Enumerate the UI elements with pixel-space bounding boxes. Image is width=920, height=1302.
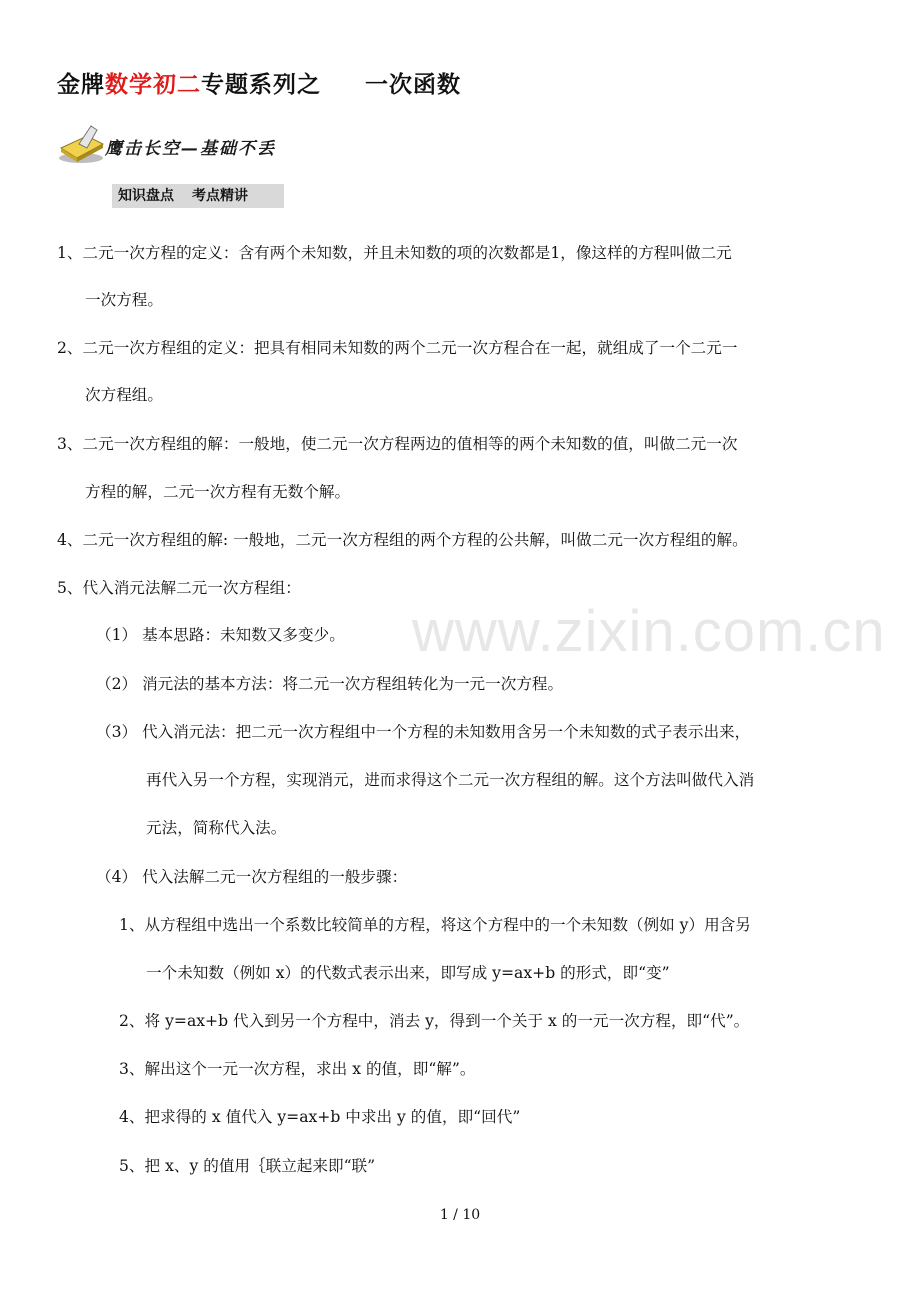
text-line: 1、从方程组中选出一个系数比较简单的方程，将这个方程中的一个未知数（例如 y）用含另: [119, 916, 751, 934]
watermark: www.zixin.com.cn: [412, 599, 886, 664]
title-highlight: 数学初二: [105, 72, 201, 98]
text-line: 5、代入消元法解二元一次方程组：: [57, 579, 301, 597]
text-line: 3、解出这个一元一次方程，求出 x 的值，即“解”。: [119, 1060, 476, 1078]
subheading-right: 考点精讲: [192, 188, 248, 204]
title-prefix: 金牌: [57, 72, 105, 98]
page-number: 1 / 10: [439, 1207, 481, 1223]
text-line: （4） 代入法解二元一次方程组的一般步骤：: [96, 868, 408, 886]
text-line: 2、二元一次方程组的定义：把具有相同未知数的两个二元一次方程合在一起，就组成了一个二元一: [57, 339, 738, 357]
text-line: 3、二元一次方程组的解：一般地，使二元一次方程两边的值相等的两个未知数的值，叫做二元一次: [57, 435, 738, 453]
text-line: （3） 代入消元法：把二元一次方程组中一个方程的未知数用含另一个未知数的式子表示出来，: [96, 723, 751, 741]
banner-text: 鹰击长空—基础不丢: [105, 139, 276, 159]
text-line: 2、将 y=ax+b 代入到另一个方程中，消去 y，得到一个关于 x 的一元一次方程，即“代”。: [119, 1012, 750, 1030]
text-line: 5、把 x、y 的值用｛联立起来即“联”: [119, 1157, 376, 1175]
title-series: 专题系列之: [201, 72, 321, 98]
text-line: 再代入另一个方程，实现消元，进而求得这个二元一次方程组的解。这个方法叫做代入消: [146, 771, 755, 789]
title-topic: 一次函数: [365, 72, 461, 98]
pencil-eraser-icon: [57, 122, 109, 166]
text-line: 4、把求得的 x 值代入 y=ax+b 中求出 y 的值，即“回代”: [119, 1108, 521, 1126]
text-line: （2） 消元法的基本方法：将二元一次方程组转化为一元一次方程。: [96, 675, 564, 693]
knowledge-subheading: [112, 184, 284, 208]
section-banner: [57, 120, 327, 168]
text-line: 一次方程。: [85, 291, 163, 309]
text-line: 1、二元一次方程的定义：含有两个未知数，并且未知数的项的次数都是1，像这样的方程叫做二元: [57, 244, 732, 262]
text-line: 4、二元一次方程组的解: 一般地，二元一次方程组的两个方程的公共解，叫做二元一次方程组的解。: [57, 531, 748, 549]
text-line: 一个未知数（例如 x）的代数式表示出来，即写成 y=ax+b 的形式，即“变”: [146, 964, 670, 982]
text-line: 方程的解，二元一次方程有无数个解。: [85, 483, 351, 501]
text-line: （1） 基本思路：未知数又多变少。: [96, 626, 345, 644]
text-line: 次方程组。: [85, 386, 163, 404]
document-title: [57, 66, 461, 99]
subheading-left: 知识盘点: [118, 188, 174, 204]
text-line: 元法，简称代入法。: [146, 819, 287, 837]
